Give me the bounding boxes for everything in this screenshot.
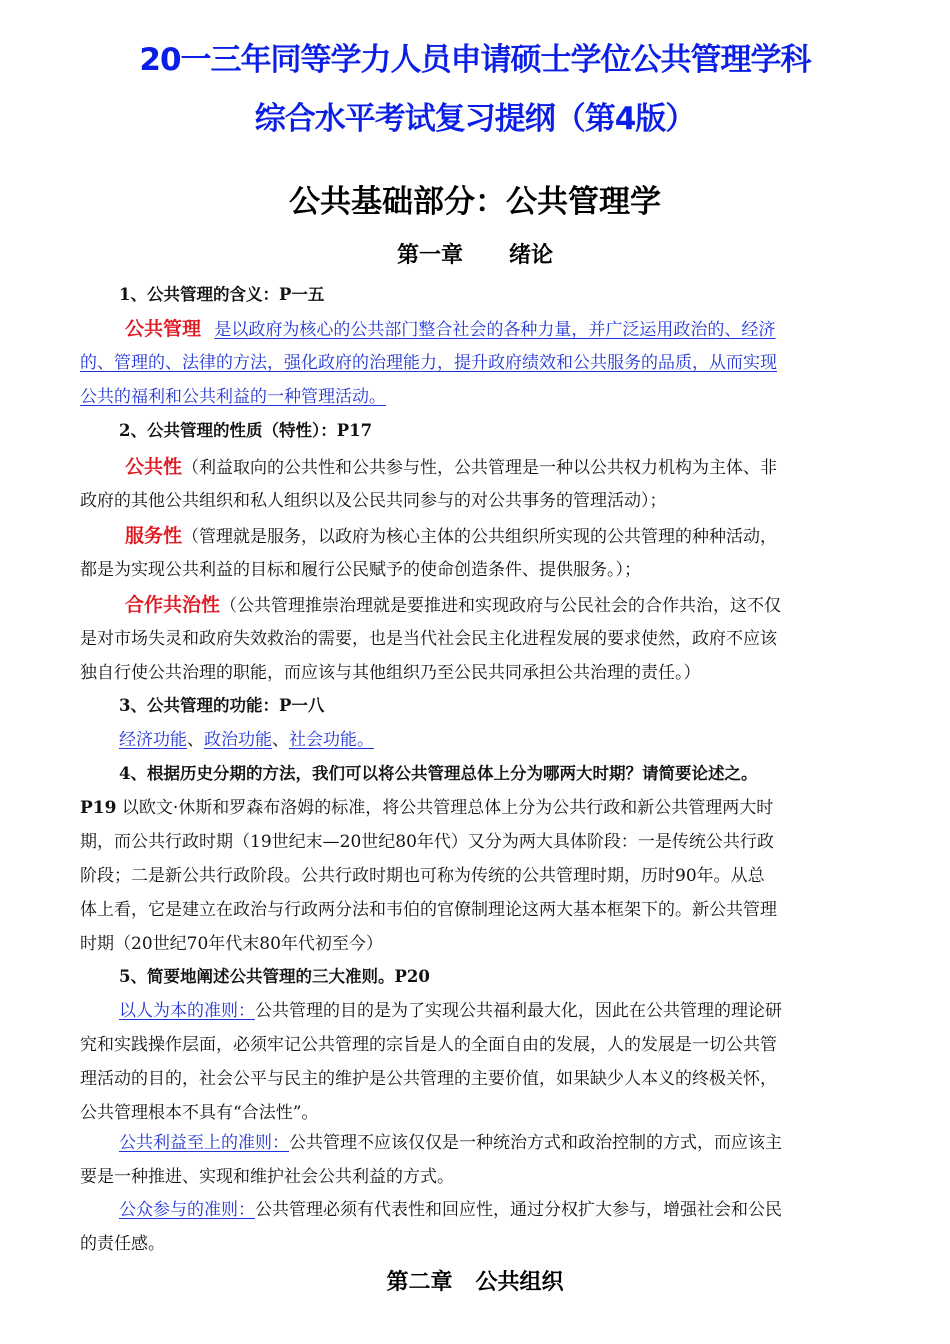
q5-principle2-line1 (119, 1131, 880, 1155)
q2-item2-line1 (125, 524, 880, 549)
function-economic-link[interactable]: 经济功能 (119, 730, 187, 750)
q4-line1 (80, 796, 880, 820)
q5-principle3-text-2: 的责任感。 (80, 1234, 165, 1254)
q2-item1-line1 (125, 455, 880, 480)
q4-text-3: 阶段；二是新公共行政阶段。公共行政时期也可称为传统的公共管理时期，历时90年。从总 (80, 866, 765, 886)
document-title-line1: 20一三年同等学力人员申请硕士学位公共管理学科 (139, 42, 811, 78)
separator-2: 、 (272, 730, 289, 750)
q2-item3-text-3: 独自行使公共治理的职能，而应该与其他组织乃至公民共同承担公共治理的责任。） (80, 663, 701, 683)
q5-principle1-text-1: 公共管理的目的是为了实现公共福利最大化，因此在公共管理的理论研 (255, 1001, 782, 1021)
q4-page-ref: P19 (80, 798, 117, 818)
q2-item3-line1 (125, 593, 880, 618)
q2-item3-term: 合作共治性 (125, 594, 221, 616)
section-title: 公共基础部分：公共管理学 (289, 184, 661, 220)
document-title-line2: 综合水平考试复习提纲（第4版） (254, 101, 696, 137)
function-political-link[interactable]: 政治功能 (204, 730, 272, 750)
q3-heading: 3、公共管理的功能：P一八 (119, 696, 325, 715)
q1-definition-3[interactable]: 公共的福利和公共利益的一种管理活动。 (80, 387, 386, 407)
q5-principle3-text-1: 公共管理必须有代表性和回应性，通过分权扩大参与，增强社会和公民 (255, 1200, 782, 1220)
q1-definition-2[interactable]: 的、管理的、法律的方法，强化政府的治理能力，提升政府绩效和公共服务的品质，从而实现 (80, 353, 777, 373)
q5-principle2-text-2: 要是一种推进、实现和维护社会公共利益的方式。 (80, 1167, 454, 1187)
separator-1: 、 (187, 730, 204, 750)
q1-definition-1[interactable]: 是以政府为核心的公共部门整合社会的各种力量，并广泛运用政治的、经济 (214, 320, 776, 340)
q2-item3-text-1: （公共管理推崇治理就是要推进和实现政府与公民社会的合作共治，这不仅 (220, 596, 782, 616)
q2-item2-text-2: 都是为实现公共利益的目标和履行公民赋予的使命创造条件、提供服务。）； (80, 560, 641, 580)
q1-term: 公共管理 (125, 318, 202, 340)
q1-heading: 1、公共管理的含义：P一五 (119, 285, 325, 304)
q5-principle1-text-3: 理活动的目的，社会公平与民主的维护是公共管理的主要价值，如果缺少人本义的终极关怀， (80, 1069, 777, 1089)
q2-item2-text-1: （管理就是服务，以政府为核心主体的公共组织所实现的公共管理的种种活动， (182, 527, 778, 547)
q5-principle1-line1 (119, 999, 880, 1023)
q5-heading: 5、简要地阐述公共管理的三大准则。P20 (119, 967, 430, 986)
q4-text-2: 期，而公共行政时期（19世纪末—20世纪80年代）又分为两大具体阶段：一是传统公共行政 (80, 832, 774, 852)
principle-people-oriented-link[interactable]: 以人为本的准则： (119, 1001, 255, 1021)
chapter-2-title: 第二章 公共组织 (386, 1269, 564, 1295)
q5-principle3-line1 (119, 1198, 880, 1222)
function-social-link[interactable]: 社会功能。 (289, 730, 374, 750)
q3-functions (119, 728, 919, 752)
q1-line1 (125, 317, 880, 342)
q5-principle2-text-1: 公共管理不应该仅仅是一种统治方式和政治控制的方式，而应该主 (289, 1133, 782, 1153)
q5-principle1-text-2: 究和实践操作层面，必须牢记公共管理的宗旨是人的全面自由的发展，人的发展是一切公共管 (80, 1035, 777, 1055)
q5-principle1-text-4: 公共管理根本不具有“合法性”。 (80, 1103, 319, 1123)
q2-item1-text-1: （利益取向的公共性和公共参与性，公共管理是一种以公共权力机构为主体、非 (182, 458, 778, 478)
q2-heading: 2、公共管理的性质（特性）：P17 (119, 421, 373, 440)
principle-public-participation-link[interactable]: 公众参与的准则： (119, 1200, 255, 1220)
q4-text-4: 体上看，它是建立在政治与行政两分法和韦伯的官僚制理论这两大基本框架下的。新公共管理 (80, 900, 777, 920)
q2-item3-text-2: 是对市场失灵和政府失效救治的需要，也是当代社会民主化进程发展的要求使然，政府不应该 (80, 629, 777, 649)
q2-item1-text-2: 政府的其他公共组织和私人组织以及公民共同参与的对公共事务的管理活动）； (80, 491, 667, 511)
q2-item1-term: 公共性 (125, 456, 183, 478)
q4-heading: 4、根据历史分期的方法，我们可以将公共管理总体上分为哪两大时期？请简要论述之。 (119, 764, 758, 783)
chapter-1-title: 第一章 绪论 (397, 242, 553, 268)
q2-item2-term: 服务性 (125, 525, 183, 547)
principle-public-interest-link[interactable]: 公共利益至上的准则： (119, 1133, 289, 1153)
q4-text-5: 时期（20世纪70年代末80年代初至今） (80, 934, 383, 954)
q4-text-1: 以欧文·休斯和罗森布洛姆的标准，将公共管理总体上分为公共行政和新公共管理两大时 (121, 798, 774, 818)
